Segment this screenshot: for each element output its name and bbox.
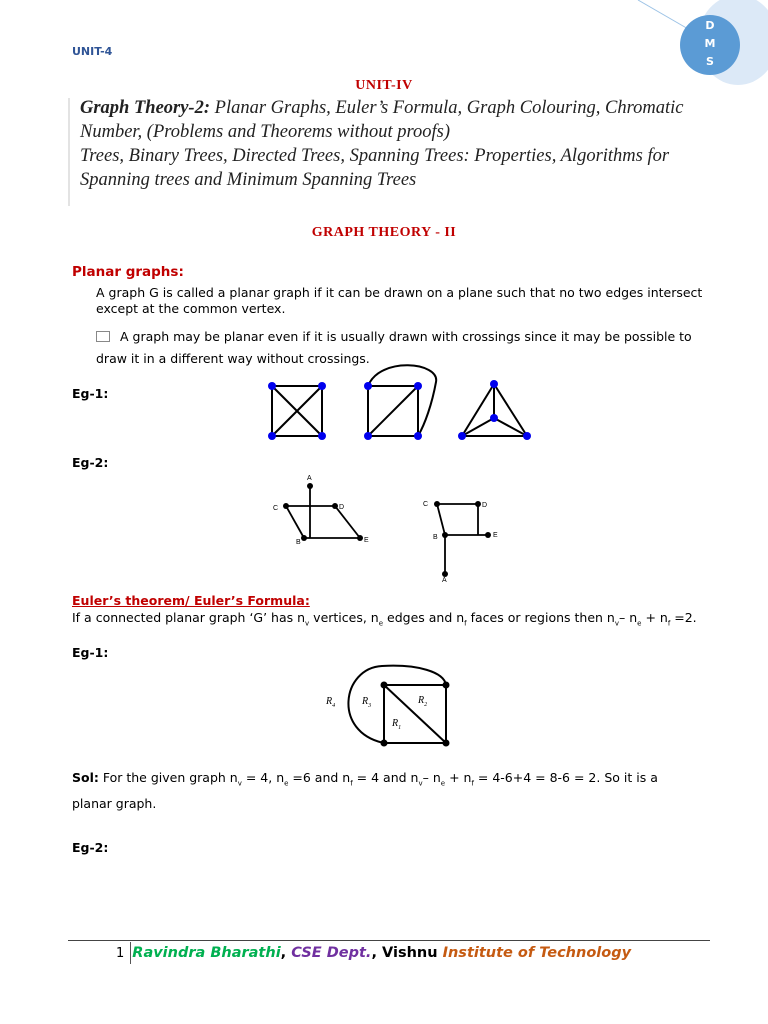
- syllabus-line-3: Trees, Binary Trees, Directed Trees, Spanning Trees: Properties, Algorithms for: [80, 146, 670, 166]
- euler-formula-heading: Euler’s theorem/ Euler’s Formula:: [72, 593, 310, 608]
- solution-part: + n: [445, 770, 472, 785]
- planar-graphs-heading: Planar graphs:: [72, 264, 184, 280]
- solution-sub: v: [237, 779, 242, 788]
- euler-eg1-label: Eg-1:: [72, 645, 109, 660]
- euler-stmt-part: – n: [619, 610, 638, 625]
- region-label-r2: [417, 695, 427, 708]
- syllabus-line-1-rest: Planar Graphs, Euler’s Formula, Graph Colouring, Chromatic: [210, 98, 684, 118]
- syllabus-line-4: Spanning trees and Minimum Spanning Trees: [80, 170, 417, 190]
- region-r: R: [418, 695, 425, 706]
- solution-part: – n: [422, 770, 441, 785]
- eg2-left-vertices: [283, 483, 363, 541]
- eg2-graph-redrawn: [437, 504, 488, 574]
- planar-bullet-text: A graph may be planar even if it is usually drawn with crossings since it may be possible to draw it in a different way without crossings.: [96, 329, 692, 366]
- eg2-right-label-c: C: [423, 501, 429, 508]
- region-label-r3: [361, 696, 371, 709]
- eg2-right-label-e: E: [493, 532, 498, 539]
- solution-part: = 4, n: [241, 770, 285, 785]
- eg2-right-vertices: [434, 501, 491, 577]
- logo-letter-m: M: [704, 37, 716, 50]
- section-title: GRAPH THEORY - II: [311, 225, 457, 240]
- solution-sub: v: [418, 779, 423, 788]
- eg2-left-label-e: E: [364, 537, 369, 544]
- solution-label: Sol:: [72, 770, 99, 785]
- euler-stmt-sub: v: [614, 619, 619, 628]
- syllabus-line-1: [80, 96, 740, 120]
- euler-stmt-part: faces or regions then n: [466, 610, 615, 625]
- region-r: R: [362, 696, 369, 707]
- region-label-r1: [391, 718, 401, 731]
- footer-rule: [68, 940, 710, 941]
- region-sub: 1: [398, 725, 402, 731]
- euler-stmt-sub: f: [464, 619, 467, 628]
- page-number: 1: [116, 946, 125, 961]
- k4-square-crossed-graph: [272, 386, 322, 436]
- region-r: R: [392, 718, 399, 729]
- euler-stmt-part: =2.: [670, 610, 697, 625]
- eg2-left-label-d: D: [339, 504, 345, 511]
- footer-institute: Institute of Technology: [442, 945, 632, 961]
- region-sub: 2: [424, 702, 428, 708]
- solution-sub: e: [284, 779, 289, 788]
- solution-part: For the given graph n: [98, 770, 238, 785]
- eg2-right-label-a: A: [442, 577, 447, 584]
- syllabus-line-2: Number, (Problems and Theorems without proofs): [80, 122, 450, 142]
- euler-stmt-sub: f: [667, 619, 671, 628]
- planar-eg2-figures: [260, 470, 520, 585]
- unit-header-label: UNIT-4: [72, 45, 113, 58]
- eg2-right-label-b: B: [433, 534, 438, 541]
- region-sub: 4: [332, 703, 336, 709]
- syllabus-block: [80, 96, 740, 192]
- solution-sub: f: [350, 779, 353, 788]
- eg2-left-label-b: B: [296, 539, 301, 546]
- euler-stmt-sub: e: [378, 619, 384, 628]
- footer-separator-vishnu: , Vishnu: [371, 945, 443, 961]
- euler-stmt-sub: v: [305, 619, 310, 628]
- euler-formula-statement: [72, 609, 732, 633]
- region-r: R: [326, 696, 333, 707]
- euler-stmt-sub: e: [637, 619, 642, 628]
- planar-definition: A graph G is called a planar graph if it can be drawn on a plane such that no two edges intersect except at the common vertex.: [96, 285, 703, 316]
- page-footer: [116, 945, 631, 961]
- eg2-left-label-a: A: [307, 475, 312, 482]
- region-sub: 3: [368, 703, 372, 709]
- footer-department: CSE Dept.: [291, 945, 372, 961]
- solution-part: = 4 and n: [352, 770, 419, 785]
- planar-eg1-figures: [260, 362, 540, 452]
- solution-part: =6 and n: [288, 770, 351, 785]
- euler-stmt-part: vertices, n: [309, 610, 379, 625]
- syllabus-topic-heading: Graph Theory-2:: [80, 98, 211, 118]
- eg2-left-label-c: C: [273, 505, 279, 512]
- footer-author: Ravindra Bharathi: [132, 945, 281, 961]
- euler-stmt-part: edges and n: [383, 610, 465, 625]
- solution-sub: e: [440, 779, 446, 788]
- unit-title: UNIT-IV: [355, 78, 413, 93]
- k4-triangle-graph: [462, 384, 527, 436]
- solution-part: = 4-6+4 = 8-6 = 2. So it is a planar graph.: [72, 770, 658, 811]
- logo-letter-d: D: [705, 19, 715, 32]
- euler-eg1-region-graph: [318, 660, 478, 760]
- logo-letter-s: S: [706, 55, 714, 68]
- euler-eg1-solution: [72, 768, 692, 814]
- planar-eg1-label: Eg-1:: [72, 386, 109, 401]
- euler-eg2-label: Eg-2:: [72, 840, 109, 855]
- eg2-graph-with-crossing: [286, 486, 360, 538]
- euler-stmt-part: + n: [641, 610, 668, 625]
- region-label-r4: [325, 696, 335, 709]
- solution-sub: f: [471, 779, 474, 788]
- footer-separator: ,: [280, 945, 292, 961]
- bullet-box-icon: [96, 331, 110, 342]
- eg2-right-label-d: D: [482, 502, 488, 509]
- euler-stmt-part: If a connected planar graph ‘G’ has n: [72, 610, 306, 625]
- planar-eg2-label: Eg-2:: [72, 455, 109, 470]
- syllabus-side-bar: [68, 98, 70, 206]
- k4-square-arc-graph: [368, 365, 436, 436]
